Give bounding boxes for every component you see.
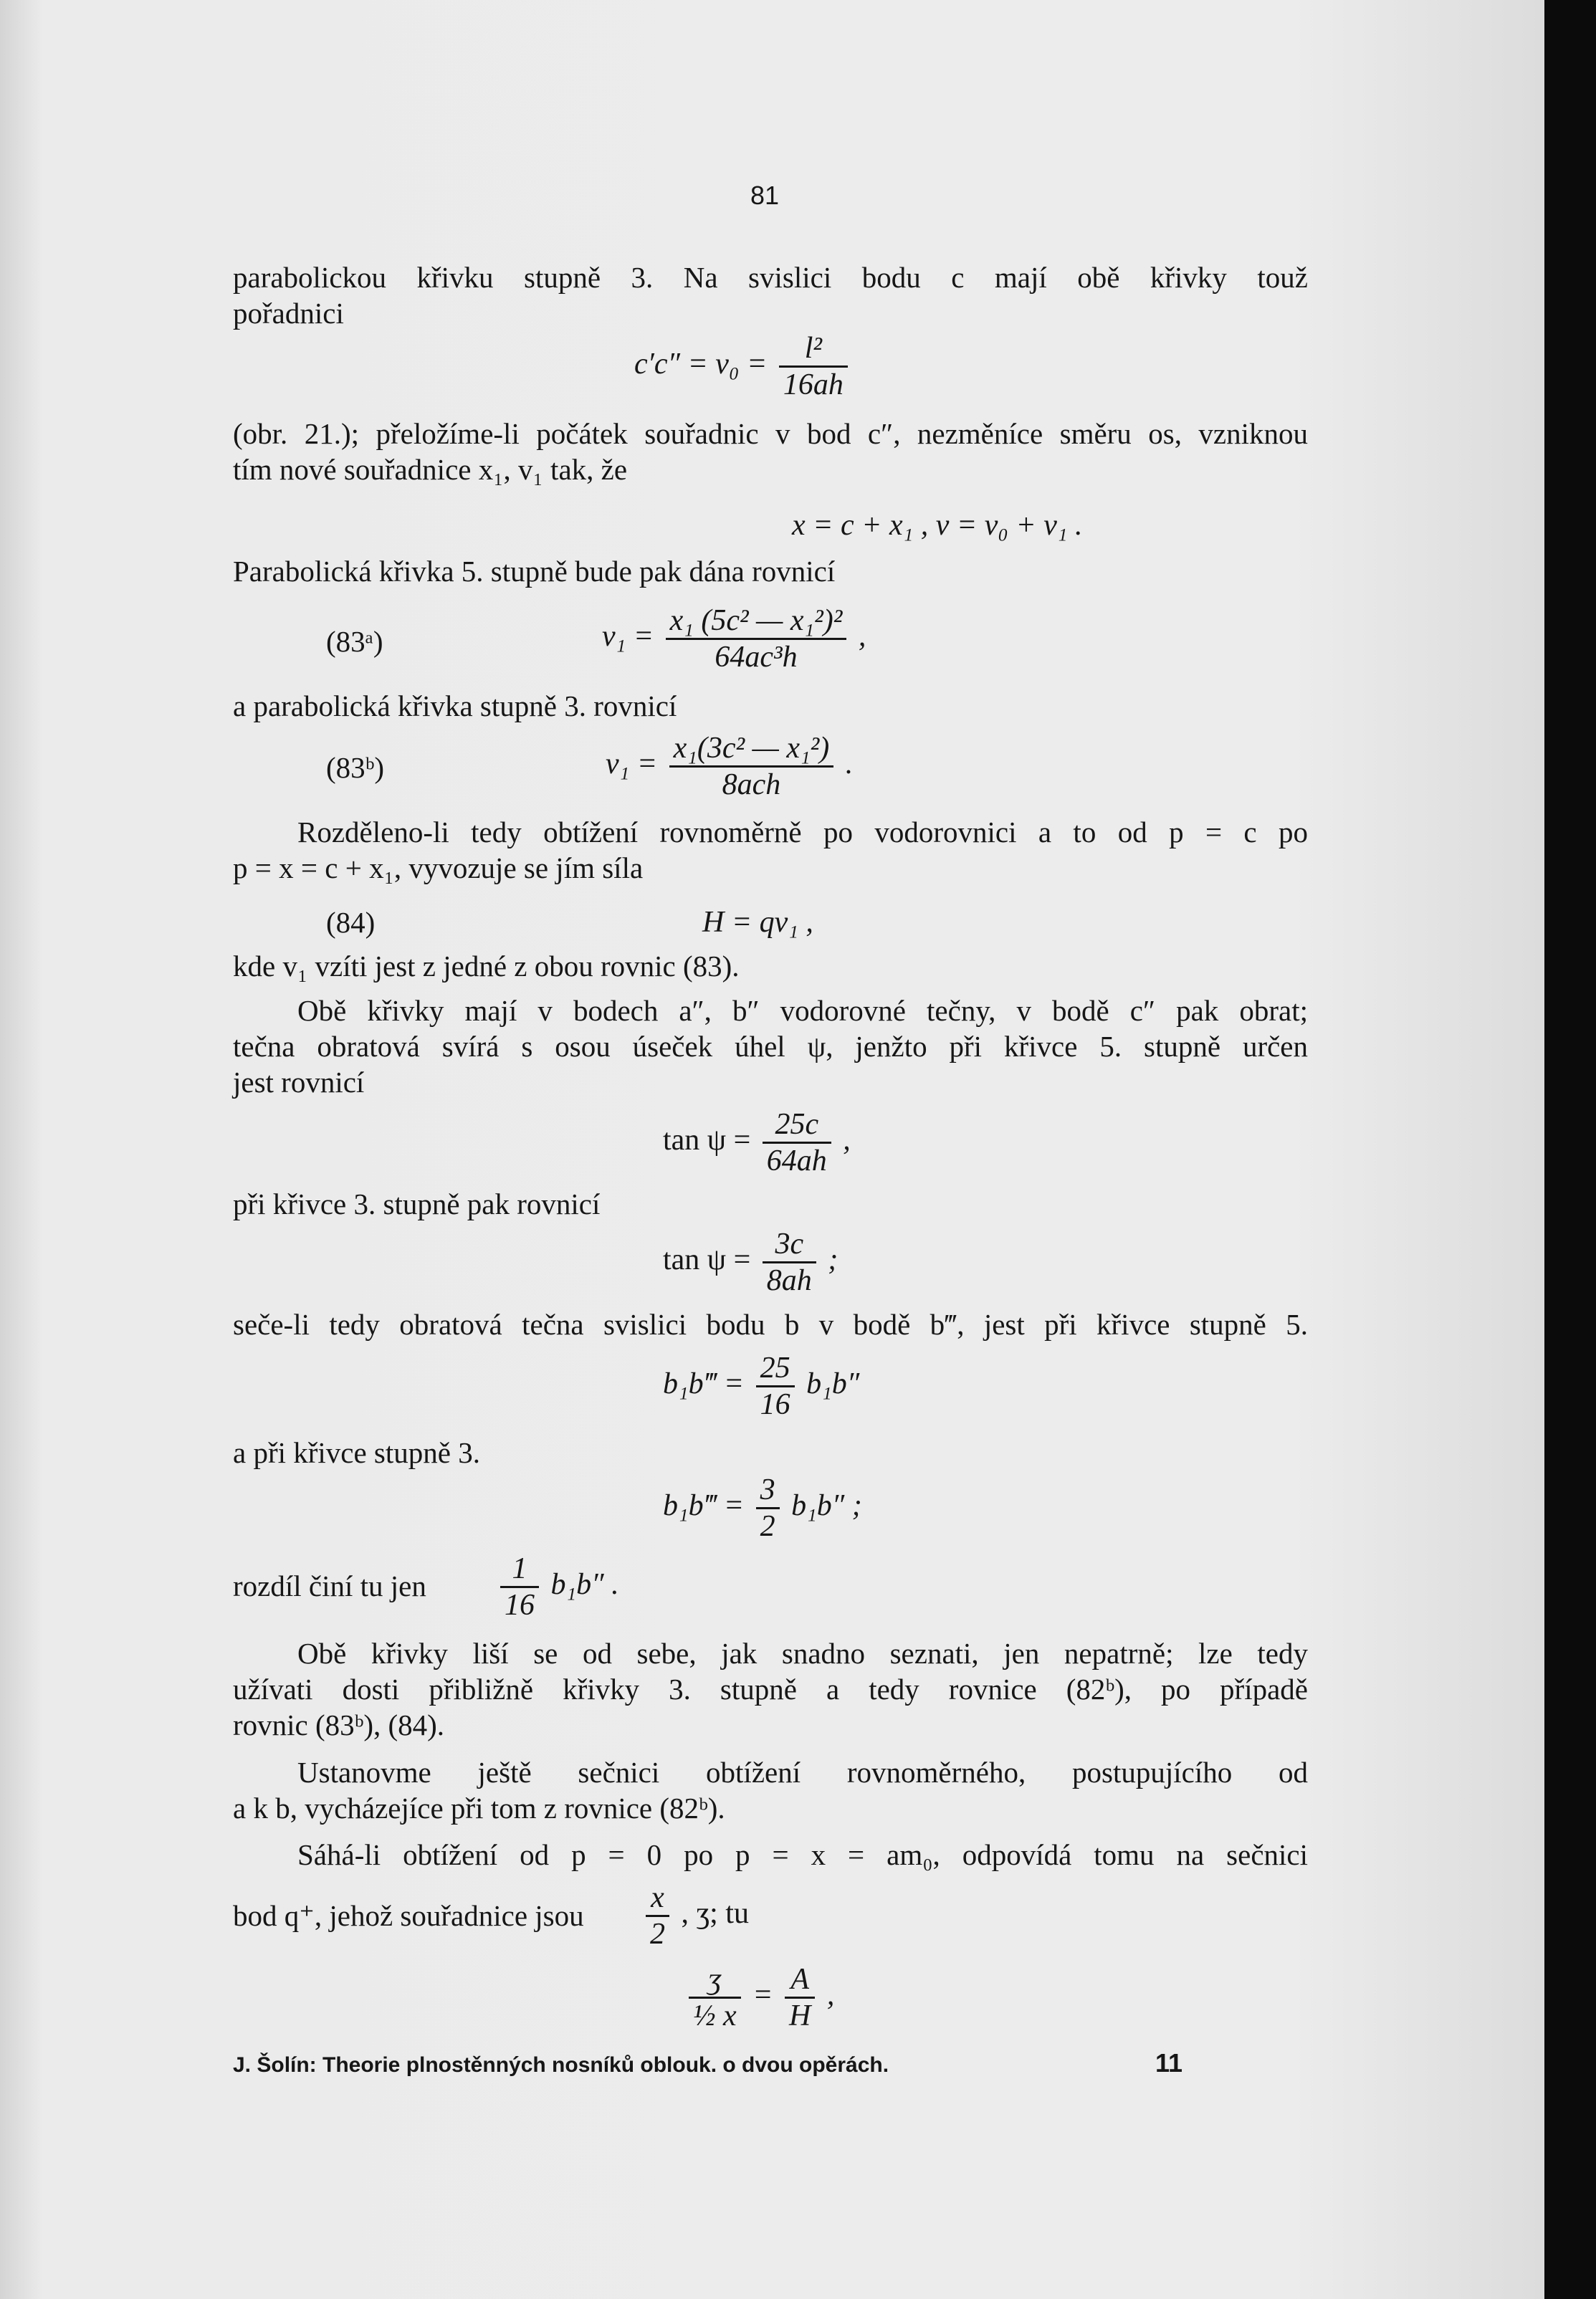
equation [663,1107,851,1178]
text-line: p = x = c + x₁, vyvozuje se jím síla [233,851,644,884]
equation-label: (83ᵇ) [326,751,384,784]
punctuation: , [858,620,866,654]
fraction-numerator: A [785,1962,815,1999]
fraction-numerator: 25c [763,1107,831,1144]
punctuation: ; [828,1243,838,1277]
text-line: Ustanovme ještě sečnici obtížení rovnoměrného, postupujícího od [297,1756,1308,1789]
equation-label: (84) [326,906,376,939]
text-line: tím nové souřadnice x₁, v₁ tak, že [233,453,628,486]
equation-label: (83ᵃ) [326,625,383,658]
fraction-denominator: 64ah [766,1144,827,1177]
fraction-denominator: 8ah [766,1264,812,1297]
equation [663,1351,859,1422]
text-line: Rozděleno-li tedy obtížení rovnoměrně po vodorovnici a to od p = c po [297,816,1308,849]
text-line: seče-li tedy obratová tečna svislici bodu b v bodě b‴, jest při křivce stupně 5. [233,1308,1308,1341]
equation-rhs: b₁b″ [806,1367,860,1401]
text-line: bod q⁺, jehož souřadnice jsou [233,1899,584,1932]
text-line: Obě křivky liší se od sebe, jak snadno seznati, jen nepatrně; lze tedy [297,1637,1308,1670]
fraction-numerator: 3c [763,1227,816,1263]
equation: x = c + x₁ , v = v₀ + v₁ . [792,509,1083,542]
fraction-numerator: ʒ [689,1962,741,1999]
equation-lhs: c′c″ = v₀ = [634,348,768,381]
fraction-denominator: 16 [505,1589,535,1622]
text-line: Parabolická křivka 5. stupně bude pak dána rovnicí [233,555,836,588]
fraction-numerator: 3 [756,1473,780,1509]
equation [641,1880,749,1951]
fraction-denominator: 64ac³h [715,641,798,674]
page-number: 81 [750,181,780,210]
text-line: (obr. 21.); přeložíme-li počátek souřadnic v bod c″, nezměníce směru os, vzniknou [233,417,1308,450]
scan-border [1544,0,1596,2299]
punctuation: , [826,1979,835,2012]
equation-rhs: b₁b″ ; [791,1489,862,1523]
fraction-denominator: H [789,1999,811,2032]
text-line: tečna obratová svírá s osou úseček úhel ψ, jenžto při křivce 5. stupně určen [233,1030,1308,1063]
fraction-numerator: x₁ (5c² — x₁²)² [666,603,847,640]
footer-citation: J. Šolín: Theorie plnostěnných nosníků oblouk. o dvou opěrách. [233,2053,889,2077]
fraction-numerator: x₁(3c² — x₁²) [669,731,834,768]
equation-lhs: b₁b‴ = [663,1367,745,1401]
text-line: rozdíl činí tu jen [233,1569,426,1602]
text-line: pořadnici [233,297,344,330]
text-line: kde v₁ vzíti jest z jedné z obou rovnic (83). [233,950,740,983]
equation-lhs: b₁b‴ = [663,1489,745,1523]
fraction-numerator: l² [779,331,848,368]
equation-lhs: tan ψ = [663,1124,751,1157]
equation-lhs: tan ψ = [663,1243,751,1277]
equation [606,731,853,802]
text-line: při křivce 3. stupně pak rovnicí [233,1187,601,1220]
equals-sign: = [752,1979,773,2012]
fraction-denominator: 2 [650,1918,665,1951]
text-line: parabolickou křivku stupně 3. Na svislici bodu c mají obě křivky touž [233,261,1308,294]
text-line: Sáhá-li obtížení od p = 0 po p = x = am₀, odpovídá tomu na sečnici [297,1838,1308,1871]
equation-lhs: v₁ = [606,747,658,781]
equation-rhs: b₁b″ . [550,1568,619,1602]
equation [602,603,866,674]
text-line: rovnic (83ᵇ), (84). [233,1708,445,1741]
text-line: jest rovnicí [233,1066,365,1099]
equation [634,331,852,402]
text-line: a parabolická křivka stupně 3. rovnicí [233,689,677,722]
fraction-denominator: 2 [760,1510,775,1543]
text-line: a při křivce stupně 3. [233,1436,480,1469]
equation-rhs: , ʒ; tu [681,1897,749,1931]
fraction-numerator: x [646,1880,669,1917]
text-line: a k b, vycházejíce při tom z rovnice (82ᵇ). [233,1792,725,1825]
fraction-denominator: ½ x [693,1999,737,2032]
equation [496,1552,619,1622]
fraction-denominator: 16ah [783,368,844,401]
fraction-denominator: 8ach [722,768,781,801]
text-line: Obě křivky mají v bodech a″, b″ vodorovné tečny, v bodě c″ pak obrat; [297,994,1308,1027]
fraction-denominator: 16 [760,1388,790,1421]
punctuation: . [845,747,854,781]
equation [663,1227,838,1298]
punctuation: , [843,1124,851,1157]
equation [663,1473,862,1544]
sheet-number: 11 [1155,2048,1183,2078]
equation: H = qv₁ , [702,906,813,939]
fraction-numerator: 25 [756,1351,795,1387]
fraction-numerator: 1 [500,1552,539,1588]
text-line: užívati dosti přibližně křivky 3. stupně a tedy rovnice (82ᵇ), po případě [233,1673,1308,1706]
equation-lhs: v₁ = [602,620,654,654]
equation [684,1962,834,2033]
